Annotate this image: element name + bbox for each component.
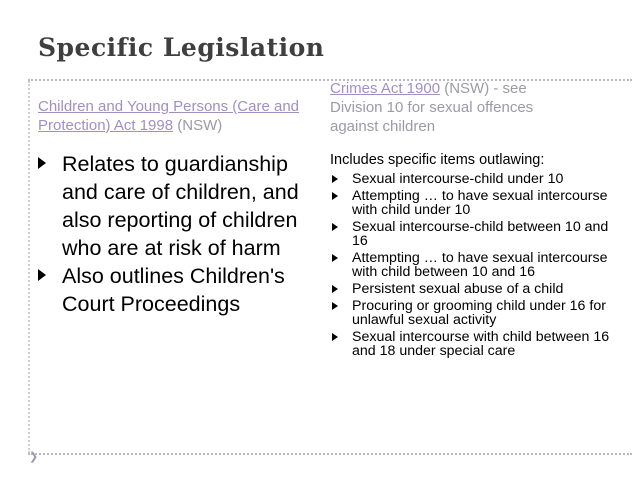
bullet-text: Relates to guardianship and care of children, and also reporting of children who are at risk of harm [62, 152, 299, 260]
crimes-act-link[interactable]: Crimes Act 1900 [330, 80, 441, 97]
left-column-heading [38, 97, 300, 135]
bullet-text: Sexual intercourse-child under 10 [352, 171, 564, 187]
bullet-text: Attempting … to have sexual intercourse with child under 10 [352, 188, 608, 218]
corner-arrow-icon: ❯ [29, 451, 39, 463]
list-item [330, 330, 622, 358]
slide-title: Specific Legislation [38, 33, 325, 62]
list-item [38, 150, 313, 262]
bullet-text: Attempting … to have sexual intercourse with child between 10 and 16 [352, 250, 608, 280]
left-heading-suffix: (NSW) [173, 117, 223, 134]
arrow-bullet-icon [332, 302, 338, 310]
list-item [330, 220, 622, 248]
arrow-bullet-icon [332, 175, 338, 183]
right-column-heading [330, 79, 580, 136]
arrow-bullet-icon [332, 254, 338, 262]
footer-divider [28, 453, 632, 455]
right-bullet-list [330, 172, 622, 361]
list-item [330, 299, 622, 327]
care-protection-act-link[interactable]: Children and Young Persons (Care and Protection) Act 1998 [38, 98, 300, 134]
arrow-bullet-icon [38, 269, 46, 281]
list-item [330, 282, 622, 296]
arrow-bullet-icon [38, 157, 46, 169]
left-bullet-list [38, 150, 313, 318]
arrow-bullet-icon [332, 285, 338, 293]
arrow-bullet-icon [332, 333, 338, 341]
list-item [330, 172, 622, 186]
bullet-text: Sexual intercourse-child between 10 and 16 [352, 219, 609, 249]
left-border [28, 81, 30, 453]
bullet-text: Procuring or grooming child under 16 for unlawful sexual activity [352, 298, 606, 328]
bullet-text: Persistent sexual abuse of a child [352, 281, 564, 297]
arrow-bullet-icon [332, 223, 338, 231]
arrow-bullet-icon [332, 192, 338, 200]
list-item [38, 262, 313, 318]
right-heading-suffix: (NSW) - see Division 10 for sexual offences against children [330, 80, 534, 135]
list-item [330, 189, 622, 217]
bullet-text: Sexual intercourse with child between 16 and 18 under special care [352, 329, 610, 359]
list-item [330, 251, 622, 279]
bullet-text: Also outlines Children's Court Proceedings [62, 264, 285, 316]
right-intro-text: Includes specific items outlawing: [330, 152, 545, 168]
